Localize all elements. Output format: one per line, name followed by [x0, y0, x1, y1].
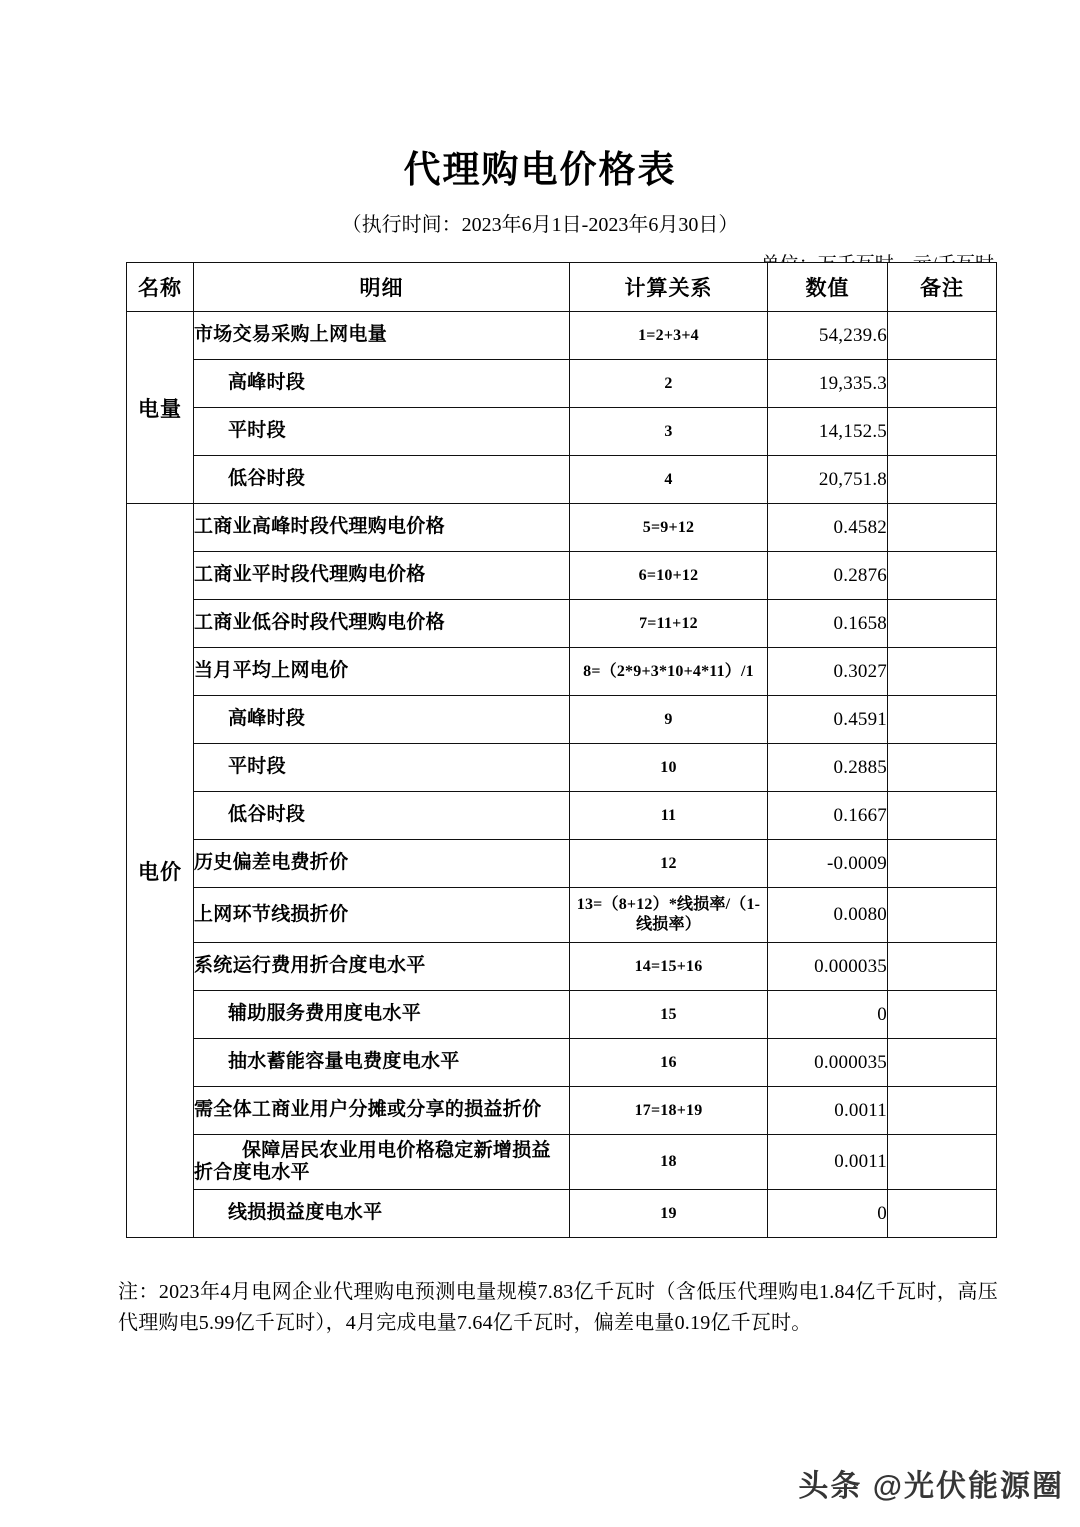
- row-note: [888, 1135, 997, 1190]
- row-calc-formula: 9: [570, 696, 768, 744]
- row-value: 0.0011: [768, 1087, 888, 1135]
- row-detail: 历史偏差电费折价: [194, 840, 570, 888]
- row-value: 54,239.6: [768, 312, 888, 360]
- column-header-detail: 明细: [194, 263, 570, 312]
- row-calc-formula: 15: [570, 991, 768, 1039]
- row-note: [888, 504, 997, 552]
- row-note: [888, 943, 997, 991]
- row-calc-formula: 5=9+12: [570, 504, 768, 552]
- table-row: [127, 456, 997, 504]
- table-row: [127, 1087, 997, 1135]
- row-calc-formula: 1=2+3+4: [570, 312, 768, 360]
- table-row: [127, 648, 997, 696]
- table-row: [127, 1039, 997, 1087]
- table-row: [127, 744, 997, 792]
- column-header-value: 数值: [768, 263, 888, 312]
- column-header-calc: 计算关系: [570, 263, 768, 312]
- table-row: [127, 504, 997, 552]
- row-detail: 当月平均上网电价: [194, 648, 570, 696]
- row-detail: 平时段: [194, 408, 570, 456]
- row-value: 0: [768, 991, 888, 1039]
- row-detail: 工商业低谷时段代理购电价格: [194, 600, 570, 648]
- row-calc-formula: 7=11+12: [570, 600, 768, 648]
- row-detail: 辅助服务费用度电水平: [194, 991, 570, 1039]
- row-note: [888, 696, 997, 744]
- row-note: [888, 456, 997, 504]
- row-value: 14,152.5: [768, 408, 888, 456]
- row-note: [888, 1087, 997, 1135]
- row-calc-formula: 19: [570, 1190, 768, 1238]
- table-row: [127, 792, 997, 840]
- table-row: [127, 991, 997, 1039]
- row-note: [888, 648, 997, 696]
- table-row: [127, 943, 997, 991]
- row-note: [888, 840, 997, 888]
- row-detail: 高峰时段: [194, 360, 570, 408]
- row-detail: 低谷时段: [194, 792, 570, 840]
- row-value: 0.1658: [768, 600, 888, 648]
- row-calc-formula: 18: [570, 1135, 768, 1190]
- row-note: [888, 1039, 997, 1087]
- column-header-note: 备注: [888, 263, 997, 312]
- row-calc-formula: 13=（8+12）*线损率/（1-线损率）: [570, 888, 768, 943]
- row-detail: 抽水蓄能容量电费度电水平: [194, 1039, 570, 1087]
- row-calc-formula: 10: [570, 744, 768, 792]
- row-detail: 平时段: [194, 744, 570, 792]
- price-table-container: [126, 262, 996, 1238]
- row-value: 0.4582: [768, 504, 888, 552]
- group-label-price: 电价: [127, 504, 194, 1238]
- table-body: [127, 312, 997, 1238]
- row-value: 0.0011: [768, 1135, 888, 1190]
- row-detail: 工商业平时段代理购电价格: [194, 552, 570, 600]
- row-value: 0.000035: [768, 943, 888, 991]
- row-value: 0.2876: [768, 552, 888, 600]
- group-label-quantity: 电量: [127, 312, 194, 504]
- row-calc-formula: 14=15+16: [570, 943, 768, 991]
- row-value: 20,751.8: [768, 456, 888, 504]
- row-note: [888, 1190, 997, 1238]
- row-note: [888, 888, 997, 943]
- row-detail: 工商业高峰时段代理购电价格: [194, 504, 570, 552]
- row-note: [888, 360, 997, 408]
- row-value: 0.000035: [768, 1039, 888, 1087]
- row-calc-formula: 4: [570, 456, 768, 504]
- row-detail: 保障居民农业用电价格稳定新增损益折合度电水平: [194, 1135, 570, 1190]
- watermark-logo: 头条 @光伏能源圈: [798, 1470, 1064, 1503]
- table-row: [127, 360, 997, 408]
- row-value: 0.1667: [768, 792, 888, 840]
- row-note: [888, 408, 997, 456]
- row-calc-formula: 8=（2*9+3*10+4*11）/1: [570, 648, 768, 696]
- table-row: [127, 600, 997, 648]
- row-note: [888, 792, 997, 840]
- row-note: [888, 312, 997, 360]
- row-note: [888, 991, 997, 1039]
- page-title: 代理购电价格表: [403, 150, 677, 191]
- row-value: 0.3027: [768, 648, 888, 696]
- table-row: [127, 1190, 997, 1238]
- row-detail: 上网环节线损折价: [194, 888, 570, 943]
- table-row: [127, 312, 997, 360]
- row-note: [888, 744, 997, 792]
- row-detail: 系统运行费用折合度电水平: [194, 943, 570, 991]
- row-value: 0.2885: [768, 744, 888, 792]
- table-row: [127, 408, 997, 456]
- row-calc-formula: 3: [570, 408, 768, 456]
- row-detail: 市场交易采购上网电量: [194, 312, 570, 360]
- row-value: 0: [768, 1190, 888, 1238]
- table-row: [127, 696, 997, 744]
- page-subtitle: （执行时间：2023年6月1日-2023年6月30日）: [341, 214, 739, 237]
- row-calc-formula: 2: [570, 360, 768, 408]
- table-row: [127, 840, 997, 888]
- row-value: -0.0009: [768, 840, 888, 888]
- table-row: [127, 552, 997, 600]
- row-note: [888, 552, 997, 600]
- column-header-name: 名称: [127, 263, 194, 312]
- table-row: [127, 888, 997, 943]
- row-value: 19,335.3: [768, 360, 888, 408]
- row-calc-formula: 6=10+12: [570, 552, 768, 600]
- row-detail: 需全体工商业用户分摊或分享的损益折价: [194, 1087, 570, 1135]
- row-calc-formula: 16: [570, 1039, 768, 1087]
- row-calc-formula: 17=18+19: [570, 1087, 768, 1135]
- row-value: 0.0080: [768, 888, 888, 943]
- row-calc-formula: 11: [570, 792, 768, 840]
- footnote: 注：2023年4月电网企业代理购电预测电量规模7.83亿千瓦时（含低压代理购电1.84亿千瓦时，高压代理购电5.99亿千瓦时），4月完成电量7.64亿千瓦时，偏差电量0.19亿千瓦时。: [118, 1281, 998, 1334]
- row-detail: 线损损益度电水平: [194, 1190, 570, 1238]
- row-value: 0.4591: [768, 696, 888, 744]
- table-row: [127, 1135, 997, 1190]
- row-note: [888, 600, 997, 648]
- table-header-row: [127, 263, 997, 312]
- price-table: [126, 262, 997, 1238]
- row-calc-formula: 12: [570, 840, 768, 888]
- row-detail: 高峰时段: [194, 696, 570, 744]
- row-detail: 低谷时段: [194, 456, 570, 504]
